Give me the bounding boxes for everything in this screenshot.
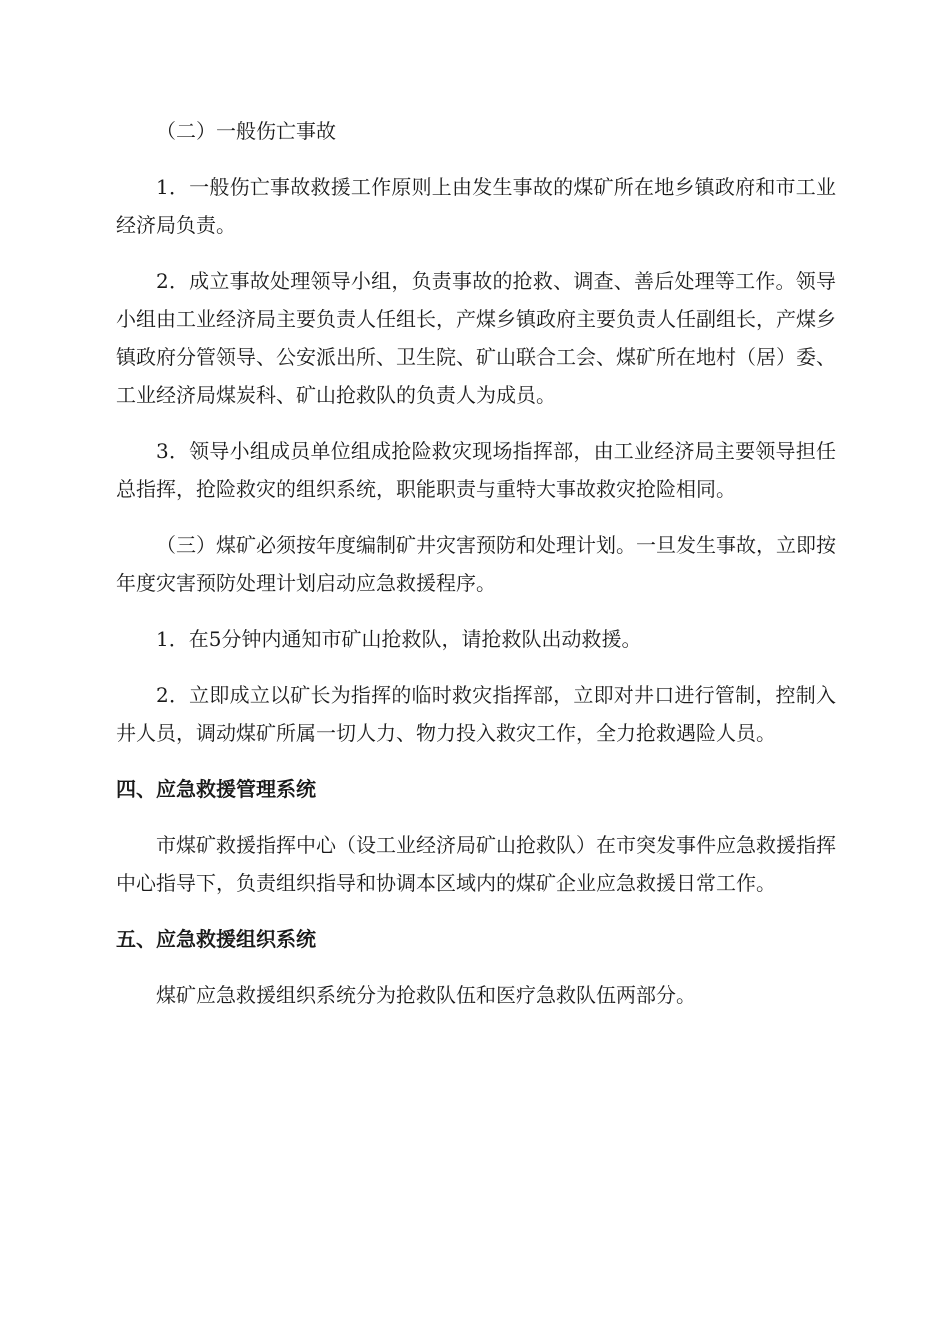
document-body (116, 112, 836, 1032)
paragraph-organization-system: 煤矿应急救援组织系统分为抢救队伍和医疗急救队伍两部分。 (156, 983, 696, 1007)
section-heading-organization-system: 五、应急救援组织系统 (116, 927, 316, 951)
paragraph-item-3: 3．领导小组成员单位组成抢险救灾现场指挥部，由工业经济局主要领导担任总指挥，抢险救灾的组织系统，职能职责与重特大事故救灾抢险相同。 (116, 439, 836, 501)
section-heading-management-system: 四、应急救援管理系统 (116, 777, 316, 801)
paragraph-temporary-command: 2．立即成立以矿长为指挥的临时救灾指挥部，立即对井口进行管制，控制入井人员，调动煤矿所属一切人力、物力投入救灾工作，全力抢救遇险人员。 (116, 683, 836, 745)
subsection-heading-annual-plan: （三）煤矿必须按年度编制矿井灾害预防和处理计划。一旦发生事故，立即按年度灾害预防处理计划启动应急救援程序。 (116, 533, 836, 595)
paragraph-item-1: 1．一般伤亡事故救援工作原则上由发生事故的煤矿所在地乡镇政府和市工业经济局负责。 (116, 175, 836, 237)
subsection-heading-general-accidents: （二）一般伤亡事故 (156, 119, 336, 143)
paragraph-item-2: 2．成立事故处理领导小组，负责事故的抢救、调查、善后处理等工作。领导小组由工业经济局主要负责人任组长，产煤乡镇政府主要负责人任副组长，产煤乡镇政府分管领导、公安派出所、卫生院、矿山联合工会、煤矿所在地村（居）委、工业经济局煤炭科、矿山抢救队的负责人为成员。 (116, 269, 836, 407)
paragraph-notify-rescue-team: 1．在5分钟内通知市矿山抢救队，请抢救队出动救援。 (156, 627, 642, 651)
paragraph-management-system: 市煤矿救援指挥中心（设工业经济局矿山抢救队）在市突发事件应急救援指挥中心指导下，负责组织指导和协调本区域内的煤矿企业应急救援日常工作。 (116, 833, 836, 895)
